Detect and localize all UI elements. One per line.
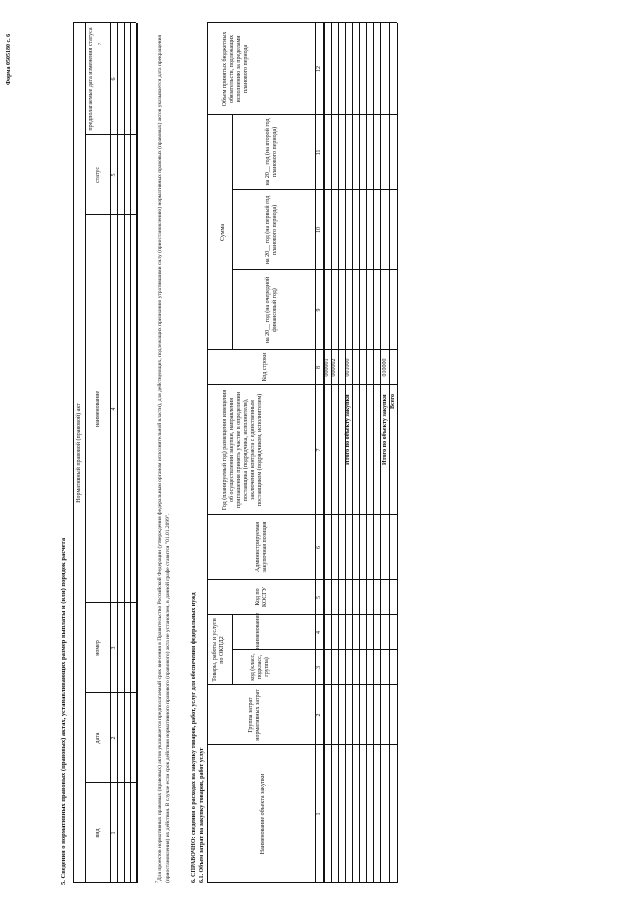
- s6-num-11: 11: [316, 149, 322, 156]
- footnote-text: Для проектов нормативных правовых (правовых) актов указывается предполагаемый срок внесения в Правительство Российской Федерации (утверждения федеральным органом исполнительной власти), для действующих, подлежащих признанию утратившими силу (приостановлению) нормативных правовых (правовых) актов указывается дата прекращения (приостановления) их действия. В случае если срок действия нормативного правового (правового) акта не установлен, в данной графе ставится "01.01.2099".: [156, 34, 171, 883]
- s6-subtotal-label: Итого по объекту закупки: [345, 394, 351, 465]
- s6-okpd-header: Товары, работы и услуги по ОКПД2: [212, 618, 225, 682]
- s5-col-change-date: предполагаемые дата изменения статуса: [88, 27, 94, 131]
- section5-title: 5. Сведения о нормативных правовых (правовых) актах, устанавливающих размер выплаты и (или) порядок расчета: [60, 537, 67, 885]
- s5-num-3: 3: [111, 646, 117, 650]
- s6-sum-header: Сумма: [220, 224, 226, 241]
- s5-num-1: 1: [111, 831, 117, 835]
- s6-row-code-1: 000001: [324, 358, 330, 377]
- s6-num-10: 10: [316, 227, 322, 233]
- s6-num-12: 12: [316, 66, 322, 72]
- section6-title: 6. СПРАВОЧНО: сведения о расходах на закупку товаров, работ, услуг для обеспечения федеральных нужд: [191, 592, 197, 883]
- s6-total-object-label: Итого по объекту закупки: [382, 394, 388, 465]
- s6-kosgu: Код по КОСГУ: [255, 587, 268, 607]
- s5-num-4: 4: [111, 407, 117, 411]
- form-code: Форма 0505180 с. 6: [6, 33, 12, 85]
- s6-row-code-2: 000002: [331, 358, 337, 377]
- s5-superscript: 7: [97, 43, 102, 45]
- s6-num-2: 2: [316, 713, 322, 717]
- s5-col-status: статус: [95, 166, 101, 184]
- s6-year-col: Год (планируемый год) размещения извещения об осуществлении закупки, направления приглашения принять участие в определении поставщика (подрядчика, исполнителя), заключения контракта с единственным поставщиком (подрядчиком, исполнителем): [222, 389, 263, 511]
- section6-subtitle: 6.1. Объем затрат на закупку товаров, работ услуг: [199, 747, 205, 883]
- s6-sum-year1: на 20__ год (на очередной финансовый год): [265, 276, 278, 344]
- s6-num-8: 8: [316, 366, 322, 369]
- footnote-mark: 7: [154, 881, 159, 883]
- s5-col-date: дата: [95, 732, 101, 744]
- s6-row-code-header: Код строки: [262, 352, 268, 382]
- s6-num-1: 1: [316, 812, 322, 816]
- s6-subtotal-code: 001000: [345, 358, 351, 377]
- s5-col-number: номер: [95, 640, 101, 656]
- s6-num-7: 7: [316, 448, 322, 452]
- s6-sum-year3: на 20__ год (на второй год планового периода): [265, 118, 278, 186]
- s5-col-kind: вид: [95, 828, 101, 838]
- s6-obligations: Объем принятых бюджетных обязательств, подлежащих исполнению за пределами планового периода: [222, 31, 249, 107]
- s5-num-2: 2: [111, 736, 117, 740]
- s6-sum-year2: на 20__ год (на первый год планового периода): [265, 195, 278, 265]
- s6-num-5: 5: [316, 596, 322, 599]
- footnote-7: [153, 23, 172, 883]
- s6-total-label: Всего: [390, 394, 396, 409]
- s6-col-cost-group: Группа затрат нормативных затрат: [248, 689, 261, 741]
- s6-okpd-name: наименование: [255, 612, 261, 649]
- s5-num-6: 6: [111, 77, 117, 81]
- s5-col-name: наименование: [95, 390, 101, 428]
- s6-num-3: 3: [316, 666, 322, 669]
- s6-okpd-code: код (класс, подкласс, группа): [250, 653, 270, 681]
- s6-num-9: 9: [316, 308, 322, 312]
- s6-total-code: 010000: [382, 358, 388, 377]
- s5-num-5: 5: [111, 173, 117, 177]
- s6-col-object-name: Наименование объекта закупки: [260, 773, 266, 855]
- s6-num-6: 6: [316, 546, 322, 549]
- s6-admin-position: Администрируемая закупочная позиция: [255, 521, 268, 573]
- section5-group-header: Нормативный правовой (правовой) акт: [76, 403, 82, 503]
- s6-num-4: 4: [316, 631, 322, 634]
